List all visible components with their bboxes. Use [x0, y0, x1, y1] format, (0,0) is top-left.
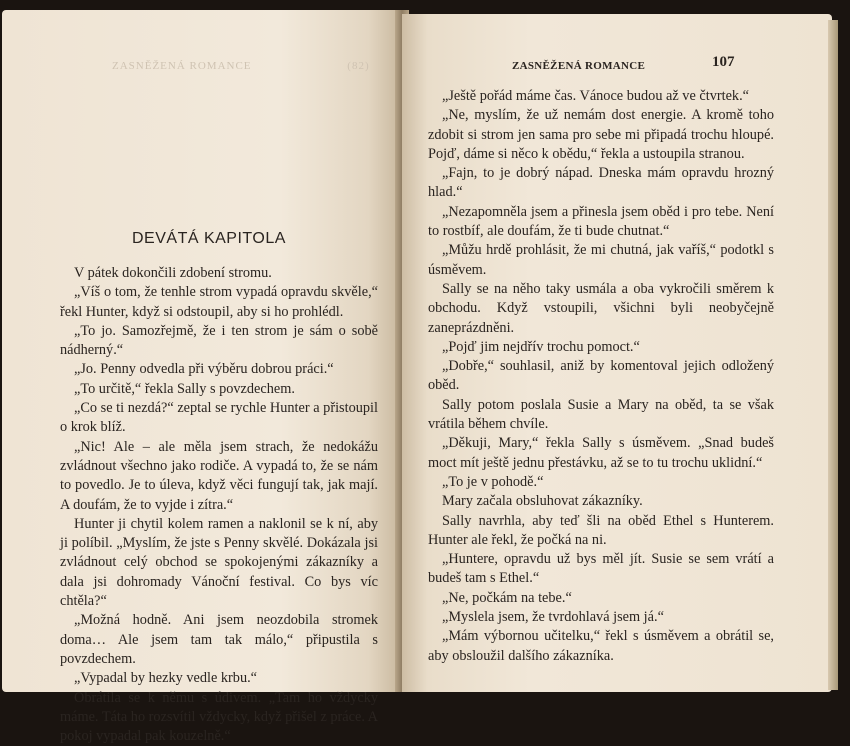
left-page-text: [60, 264, 378, 746]
paragraph: „Vypadal by hezky vedle krbu.“: [74, 670, 258, 687]
paragraph: „Dobře,“ souhlasil, aniž by komentoval jejich odložený oběd.: [428, 358, 774, 394]
paragraph: „Ne, myslím, že už nemám dost energie. A kromě toho zdobit si strom jen sama pro sebe mi připadá trochu hloupé. Pojď, dáme si něco k obědu,“ řekla a ustoupila stranou.: [428, 107, 774, 162]
paragraph: „To určitě,“ řekla Sally s povzdechem.: [74, 380, 295, 397]
paragraph: „Ještě pořád máme čas. Vánoce budou až ve čtvrtek.“: [442, 88, 749, 104]
paragraph: Sally se na něho taky usmála a oba vykročili směrem k obchodu. Když vstoupili, všichni byli neobyčejně zaneprázdněni.: [428, 280, 774, 336]
paragraph: „Co se ti nezdá?“ zeptal se rychle Hunter a přistoupil o krok blíž.: [60, 400, 378, 436]
paragraph: „Jo. Penny odvedla při výběru dobrou práci.“: [74, 361, 334, 378]
ghost-header-text: ZASNĚŽENÁ ROMANCE: [112, 60, 252, 72]
paragraph: „Pojď jim nejdřív trochu pomoct.“: [442, 338, 640, 355]
paragraph: „Myslela jsem, že tvrdohlavá jsem já.“: [442, 609, 664, 626]
page-number: 107: [712, 54, 735, 70]
left-page: [2, 10, 400, 745]
paragraph: „Ne, počkám na tebe.“: [442, 589, 572, 606]
paragraph: Obrátila se k němu s údivem. „Tam ho vždycky máme. Táta ho rozsvítil vždycky, když přišel z práce. A pokoj vypadal pak kouzelně.“: [60, 689, 379, 745]
ghost-header-bleedthrough: [112, 60, 370, 72]
paragraph: V pátek dokončili zdobení stromu.: [74, 265, 272, 281]
paragraph: Mary začala obsluhovat zákazníky.: [442, 493, 643, 510]
page-edges: [828, 20, 838, 690]
paragraph: Hunter ji chytil kolem ramen a naklonil se k ní, aby ji políbil. „Myslím, že jste s Penny skvělé. Dokázala jsi zvládnout celý obchod se spokojenými zákazníky a dala jsi dohromady Vánoční festival. Co bys víc chtěla?“: [60, 515, 378, 610]
paragraph: Sally navrhla, aby teď šli na oběd Ethel s Hunterem. Hunter ale řekl, že počká na ni.: [428, 512, 774, 548]
paragraph: „Děkuji, Mary,“ řekla Sally s úsměvem. „Snad budeš moct mít ještě jednu přestávku, až se to tu trochu uklidní.“: [428, 435, 774, 471]
running-head: ZASNĚŽENÁ ROMANCE: [512, 60, 646, 72]
chapter-title: DEVÁTÁ KAPITOLA: [132, 230, 286, 247]
paragraph: „Mám výbornou učitelku,“ řekl s úsměvem a obrátil se, aby obsloužil dalšího zákazníka.: [428, 628, 774, 664]
paragraph: „Nezapomněla jsem a přinesla jsem oběd i pro tebe. Není to rostbíf, ale doufám, že ti bude chutnat.“: [428, 203, 774, 240]
paragraph: „Nic! Ale – ale měla jsem strach, že nedokážu zvládnout všechno jako rodiče. A vypadá to, že se nám to povedlo. Je to úleva, když věci fungují tak, jak mají. A doufám, že to vyjde i zítra.“: [60, 438, 378, 513]
right-page-text: [428, 87, 774, 666]
paragraph: „To je v pohodě.“: [442, 473, 544, 490]
paragraph: „Víš o tom, že tenhle strom vypadá opravdu skvěle,“ řekl Hunter, když si odstoupil, aby si ho prohlédl.: [60, 284, 378, 320]
paragraph: Sally potom poslala Susie a Mary na oběd, ta se však vrátila během chvíle.: [428, 396, 774, 433]
ghost-page-number: (82): [347, 60, 370, 72]
paragraph: „To jo. Samozřejmě, že i ten strom je sám o sobě nádherný.“: [60, 322, 378, 359]
paragraph: „Fajn, to je dobrý nápad. Dneska mám opravdu hrozný hlad.“: [428, 165, 774, 201]
paragraph: „Huntere, opravdu už bys měl jít. Susie se sem vrátí a budeš tam s Ethel.“: [428, 551, 774, 587]
paragraph: „Možná hodně. Ani jsem neozdobila stromek doma… Ale jsem tam tak málo,“ připustila s povzdechem.: [60, 612, 378, 667]
right-page: [402, 14, 832, 692]
paragraph: „Můžu hrdě prohlásit, že mi chutná, jak vaříš,“ podotkl s úsměvem.: [428, 242, 774, 278]
